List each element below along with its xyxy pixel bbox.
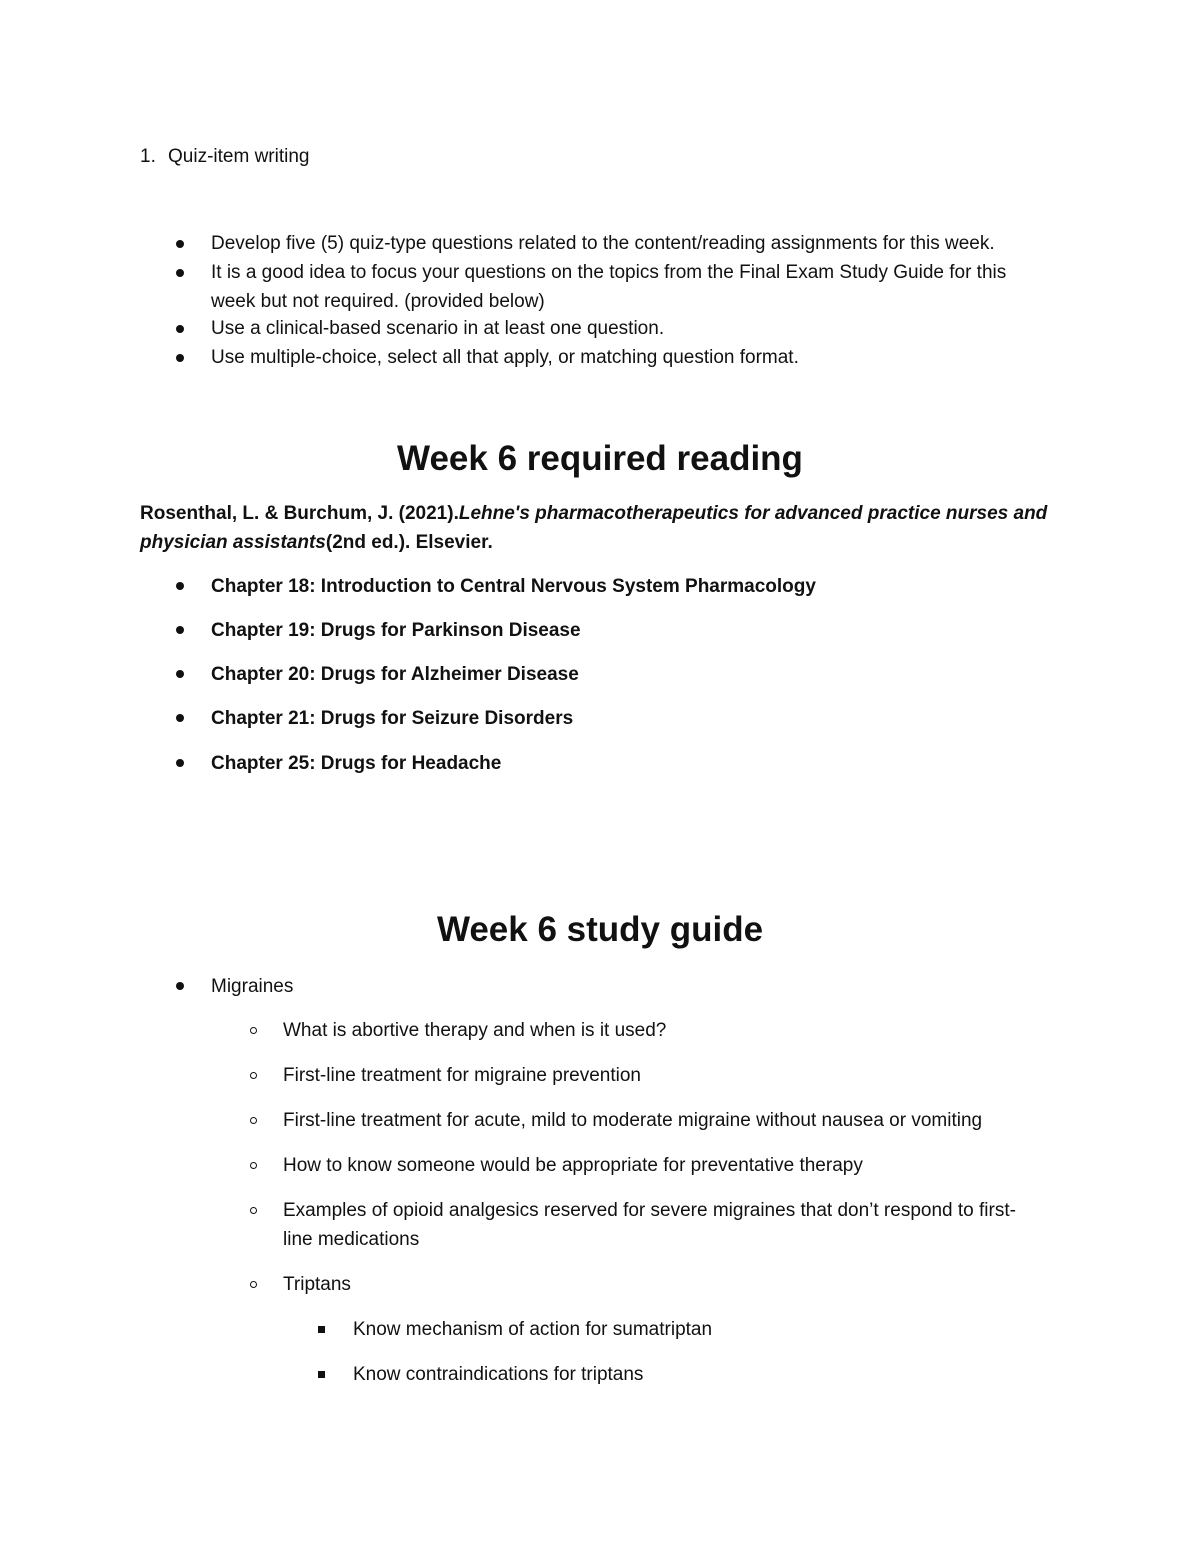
bullet-square-icon — [318, 1326, 325, 1333]
chapter-item: Chapter 19: Drugs for Parkinson Disease — [211, 620, 581, 641]
quiz-section-title: Quiz-item writing — [168, 146, 310, 167]
bullet-disc-icon — [176, 269, 184, 277]
bullet-square-icon — [318, 1371, 325, 1378]
chapter-item: Chapter 25: Drugs for Headache — [211, 753, 502, 774]
bullet-disc-icon — [176, 982, 184, 990]
chapter-item: Chapter 21: Drugs for Seizure Disorders — [211, 708, 574, 729]
citation-authors: Rosenthal, L. & Burchum, J. (2021). — [140, 503, 459, 524]
study-topic: Migraines — [211, 976, 294, 997]
study-item: First-line treatment for migraine prevention — [283, 1065, 641, 1086]
study-item: How to know someone would be appropriate for preventative therapy — [283, 1155, 863, 1176]
citation-book-title: Lehne's pharmacotherapeutics for advanced practice nurses and — [458, 503, 1048, 524]
bullet-disc-icon — [176, 714, 184, 722]
bullet-disc-icon — [176, 670, 184, 678]
quiz-bullet-text-continued: week but not required. (provided below) — [211, 291, 545, 312]
bullet-disc-icon — [176, 325, 184, 333]
citation-edition-publisher: (2nd ed.). Elsevier. — [325, 532, 493, 553]
citation-book-title-continued: physician assistants — [140, 532, 326, 553]
bullet-circle-icon — [250, 1162, 257, 1169]
triptan-item: Know mechanism of action for sumatriptan — [353, 1319, 713, 1340]
bullet-circle-icon — [250, 1117, 257, 1124]
bullet-circle-icon — [250, 1281, 257, 1288]
bullet-circle-icon — [250, 1027, 257, 1034]
quiz-bullet-text: Develop five (5) quiz-type questions related to the content/reading assignments for this week. — [211, 233, 995, 254]
quiz-bullet-text: Use a clinical-based scenario in at least one question. — [211, 318, 665, 339]
bullet-circle-icon — [250, 1072, 257, 1079]
study-item-continued: line medications — [283, 1229, 420, 1250]
study-guide-heading: Week 6 study guide — [436, 910, 764, 949]
bullet-circle-icon — [250, 1207, 257, 1214]
study-item: What is abortive therapy and when is it used? — [283, 1020, 667, 1041]
bullet-disc-icon — [176, 626, 184, 634]
required-reading-heading: Week 6 required reading — [397, 439, 803, 478]
study-item: Examples of opioid analgesics reserved for severe migraines that don’t respond to first- — [283, 1200, 1016, 1221]
list-number: 1. — [140, 146, 156, 167]
citation-line-2 — [140, 528, 493, 557]
quiz-bullet-text: Use multiple-choice, select all that apply, or matching question format. — [211, 347, 799, 368]
study-item: First-line treatment for acute, mild to moderate migraine without nausea or vomiting — [283, 1110, 983, 1131]
study-item: Triptans — [283, 1274, 351, 1295]
bullet-disc-icon — [176, 354, 184, 362]
bullet-disc-icon — [176, 582, 184, 590]
triptan-item: Know contraindications for triptans — [353, 1364, 644, 1385]
citation-line-1 — [140, 499, 1047, 528]
chapter-item: Chapter 18: Introduction to Central Nervous System Pharmacology — [211, 576, 816, 597]
bullet-disc-icon — [176, 240, 184, 248]
chapter-item: Chapter 20: Drugs for Alzheimer Disease — [211, 664, 579, 685]
bullet-disc-icon — [176, 759, 184, 767]
quiz-bullet-text: It is a good idea to focus your questions on the topics from the Final Exam Study Guide for this — [211, 262, 1007, 283]
